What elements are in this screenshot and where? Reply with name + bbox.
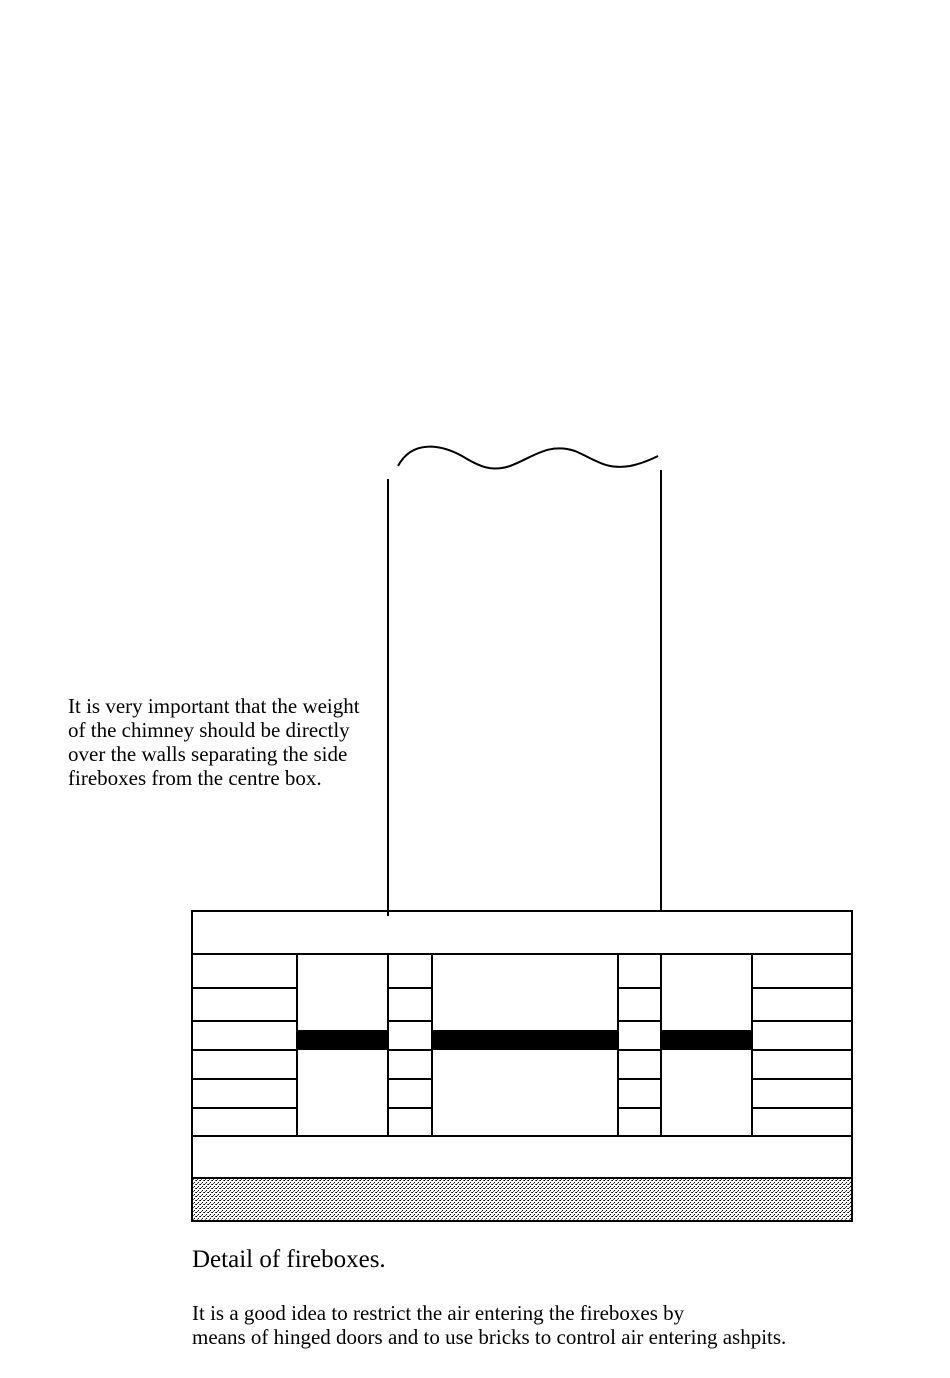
diagram-caption: Detail of fireboxes. [192,1246,386,1273]
firebox-structure [192,911,852,1221]
left-divider-wall-bricks [388,988,432,1108]
left-outer-wall-bricks [192,988,297,1108]
chimney-note-line: It is very important that the weight [68,694,360,718]
left-firebox-grate [297,1030,388,1050]
chimney [388,447,661,916]
ground-foundation-stipple [193,1179,851,1220]
air-note-line: It is a good idea to restrict the air entering the fireboxes by [192,1301,685,1325]
right-outer-wall-bricks [752,988,852,1108]
chimney-note-line: over the walls separating the side [68,742,348,766]
chimney-break-line [398,447,658,469]
right-firebox-grate [661,1030,752,1050]
chimney-weight-note [68,694,360,790]
centre-firebox-grate [432,1030,618,1050]
grate-bars [297,1030,752,1050]
air-note-line: means of hinged doors and to use bricks to control air entering ashpits. [192,1325,787,1349]
chimney-note-line: fireboxes from the centre box. [68,766,322,790]
air-control-note [192,1301,786,1349]
right-divider-wall-bricks [618,988,661,1108]
chimney-note-line: of the chimney should be directly [68,718,350,742]
